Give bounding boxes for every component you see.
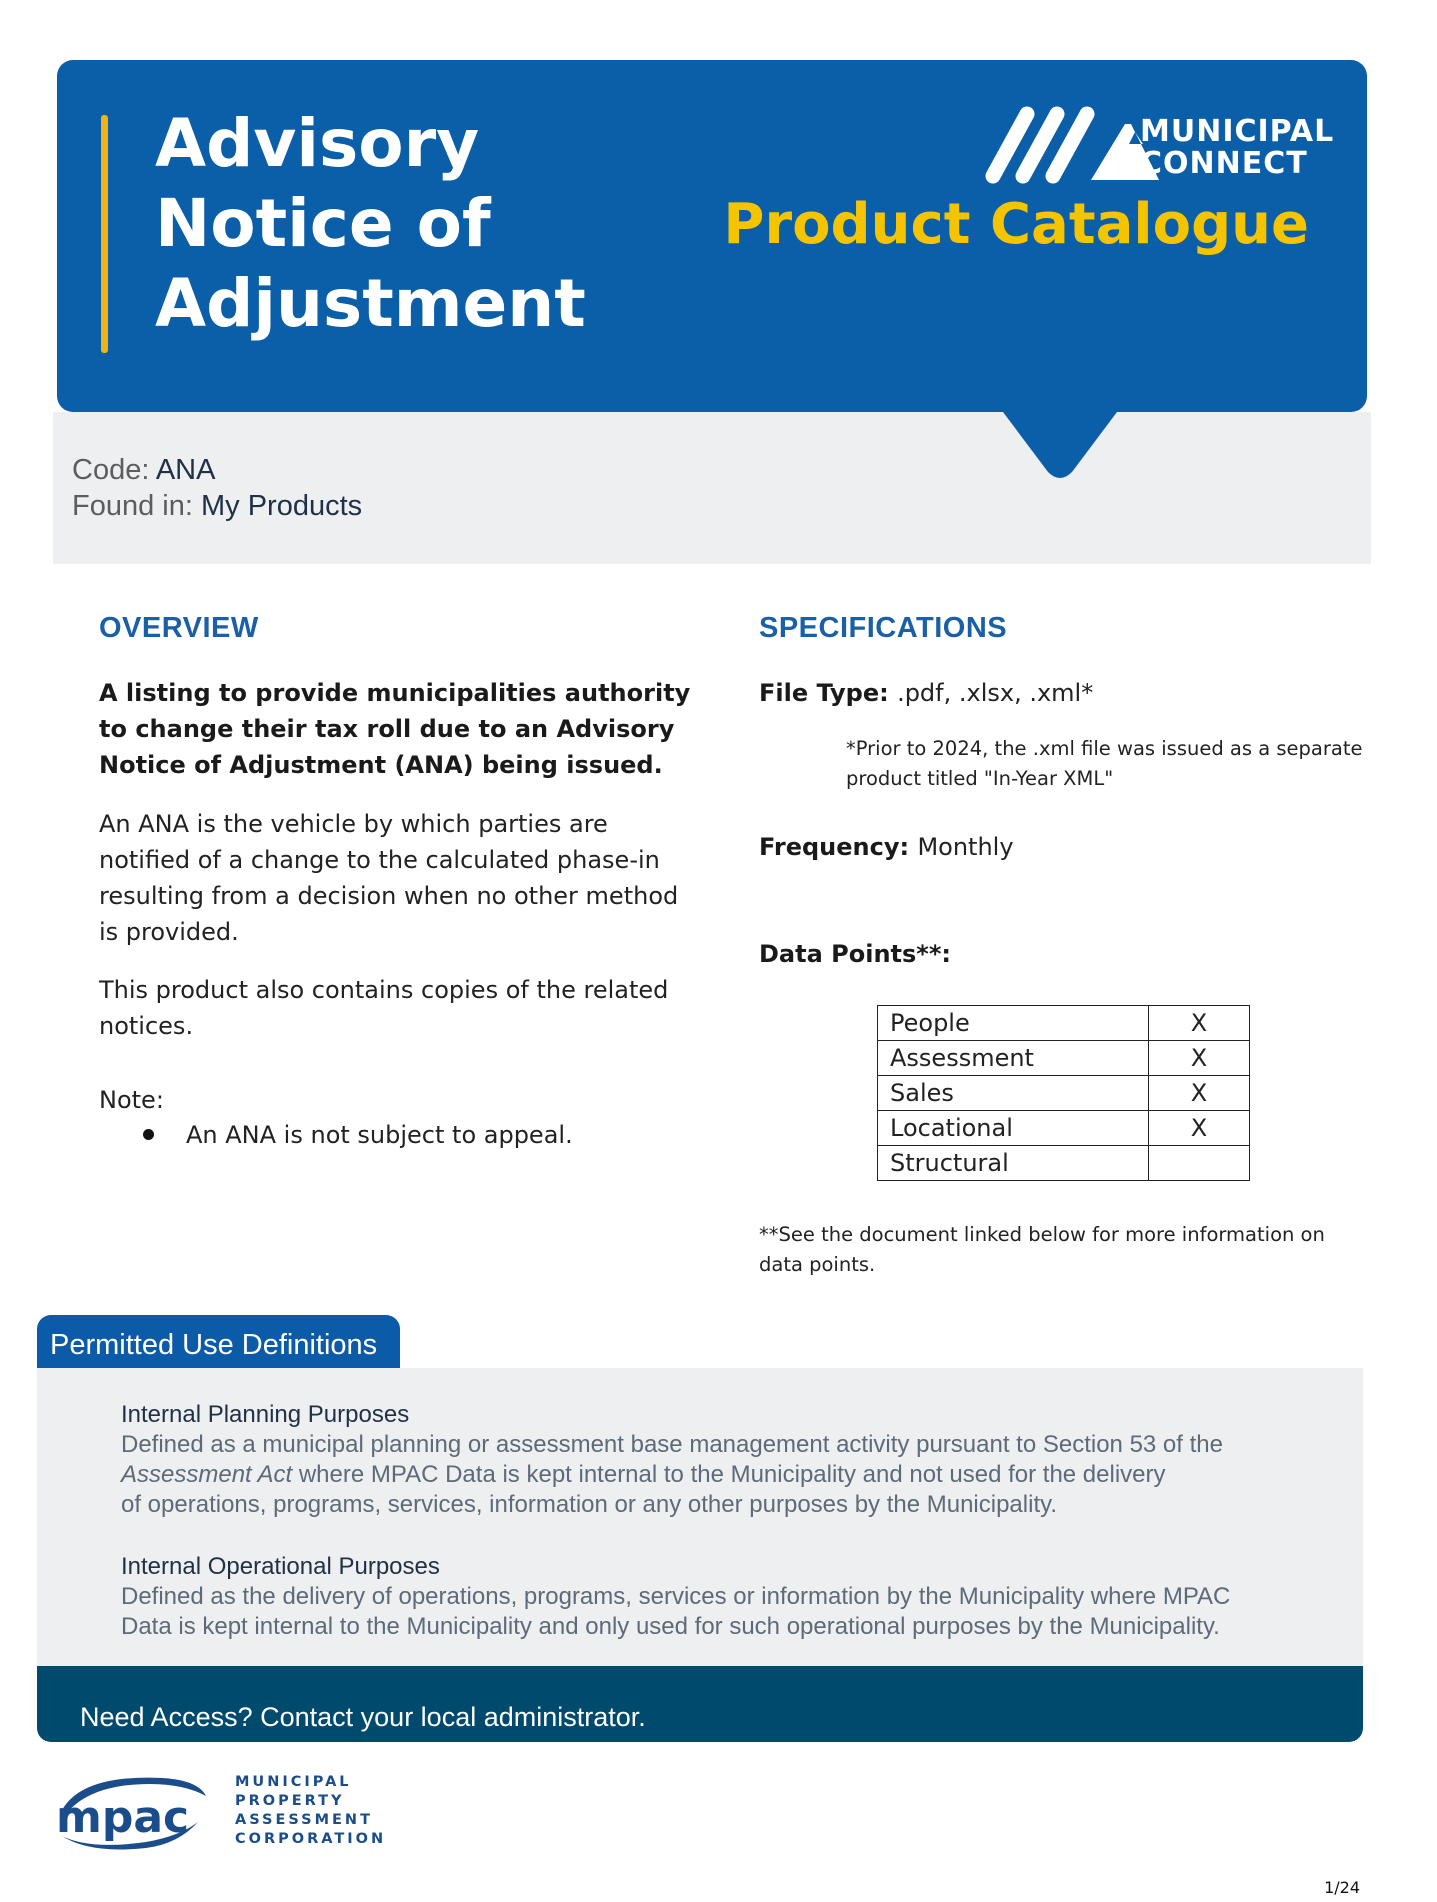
code-value: ANA xyxy=(155,454,216,486)
ipp-text-line-2-rest: where MPAC Data is kept internal to the Municipality and not used for the delivery xyxy=(292,1461,1166,1488)
title-line-3: Adjustment xyxy=(155,265,586,342)
product-code xyxy=(72,452,215,488)
iop-text-line-1: Defined as the delivery of operations, programs, services or information by the Municipality where MPAC xyxy=(121,1583,1231,1610)
ipp-act-name: Assessment Act xyxy=(121,1461,293,1488)
product-location xyxy=(72,488,362,524)
table-row xyxy=(878,1006,1250,1041)
header-pointer xyxy=(1000,408,1120,480)
data-point-mark: X xyxy=(1149,1041,1250,1076)
page-title xyxy=(155,104,715,344)
table-row xyxy=(878,1041,1250,1076)
file-type-note: *Prior to 2024, the .xml file was issued as a separate product titled "In-Year XML" xyxy=(846,737,1363,790)
data-point-mark: X xyxy=(1149,1076,1250,1111)
overview-lead: A listing to provide municipalities authority to change their tax roll due to an Advisory Notice of Adjustment (ANA) being issued. xyxy=(99,679,691,779)
internal-operational-definition xyxy=(121,1552,1321,1642)
data-points-label: Data Points**: xyxy=(759,940,951,968)
mpac-logo-icon xyxy=(50,1770,210,1850)
catalogue-label: Product Catalogue xyxy=(723,192,1309,257)
iop-title: Internal Operational Purposes xyxy=(121,1553,440,1580)
iop-text-line-2: Data is kept internal to the Municipality and only used for such operational purposes by the Municipality. xyxy=(121,1613,1220,1640)
data-point-mark: X xyxy=(1149,1006,1250,1041)
brand-line-1: MUNICIPAL xyxy=(1140,114,1335,149)
page-number: 1/24 xyxy=(1324,1878,1360,1897)
brand-line-2: CONNECT xyxy=(1140,146,1308,181)
title-line-1: Advisory xyxy=(155,105,480,182)
ipp-text-line-3: of operations, programs, services, information or any other purposes by the Municipality. xyxy=(121,1491,1057,1518)
org-line-2: PROPERTY xyxy=(235,1793,345,1809)
data-points-heading xyxy=(759,937,951,971)
note-item: An ANA is not subject to appeal. xyxy=(186,1121,573,1149)
data-point-name: Assessment xyxy=(878,1041,1149,1076)
permitted-use-tab-label: Permitted Use Definitions xyxy=(50,1329,378,1361)
internal-planning-definition xyxy=(121,1400,1321,1520)
need-access-message xyxy=(80,1700,646,1734)
brand-name xyxy=(1140,116,1334,180)
overview-paragraph-2: This product also contains copies of the related notices. xyxy=(99,976,669,1040)
specifications-heading: SPECIFICATIONS xyxy=(759,612,1008,644)
file-type-value: .pdf, .xlsx, .xml* xyxy=(897,679,1094,707)
data-point-mark: X xyxy=(1149,1111,1250,1146)
ipp-text-line-2 xyxy=(121,1460,1321,1490)
table-row xyxy=(878,1111,1250,1146)
overview-heading: OVERVIEW xyxy=(99,612,259,644)
need-access-text: Contact your local administrator. xyxy=(252,1702,646,1732)
file-type xyxy=(759,676,1093,710)
found-label: Found in: xyxy=(72,490,201,522)
code-label: Code: xyxy=(72,454,156,486)
need-access-label: Need Access? xyxy=(80,1702,253,1732)
ipp-text-line-1: Defined as a municipal planning or assessment base management activity pursuant to Section 53 of the xyxy=(121,1431,1223,1458)
frequency xyxy=(759,830,1014,864)
mpac-organization-name xyxy=(235,1773,386,1849)
data-points-footnote: **See the document linked below for more information on data points. xyxy=(759,1223,1325,1276)
table-row xyxy=(878,1146,1250,1181)
frequency-label: Frequency: xyxy=(759,833,918,861)
bullet-icon xyxy=(143,1129,154,1140)
data-point-mark xyxy=(1149,1146,1250,1181)
org-line-3: ASSESSMENT xyxy=(235,1812,373,1828)
file-type-label: File Type: xyxy=(759,679,898,707)
mpac-logo-text: mpac xyxy=(56,1792,190,1843)
data-point-name: People xyxy=(878,1006,1149,1041)
table-row xyxy=(878,1076,1250,1111)
found-value: My Products xyxy=(200,490,363,522)
data-point-name: Sales xyxy=(878,1076,1149,1111)
title-accent-bar xyxy=(101,115,108,353)
data-points-table xyxy=(877,1005,1250,1181)
overview-paragraph-1: An ANA is the vehicle by which parties are notified of a change to the calculated phase-in resulting from a decision when no other method is provided. xyxy=(99,810,679,946)
data-point-name: Locational xyxy=(878,1111,1149,1146)
frequency-value: Monthly xyxy=(917,833,1014,861)
data-point-name: Structural xyxy=(878,1146,1149,1181)
title-line-2: Notice of xyxy=(155,185,491,262)
note-label: Note: xyxy=(99,1086,164,1114)
org-line-1: MUNICIPAL xyxy=(235,1774,352,1790)
org-line-4: CORPORATION xyxy=(235,1831,387,1847)
ipp-title: Internal Planning Purposes xyxy=(121,1401,410,1428)
